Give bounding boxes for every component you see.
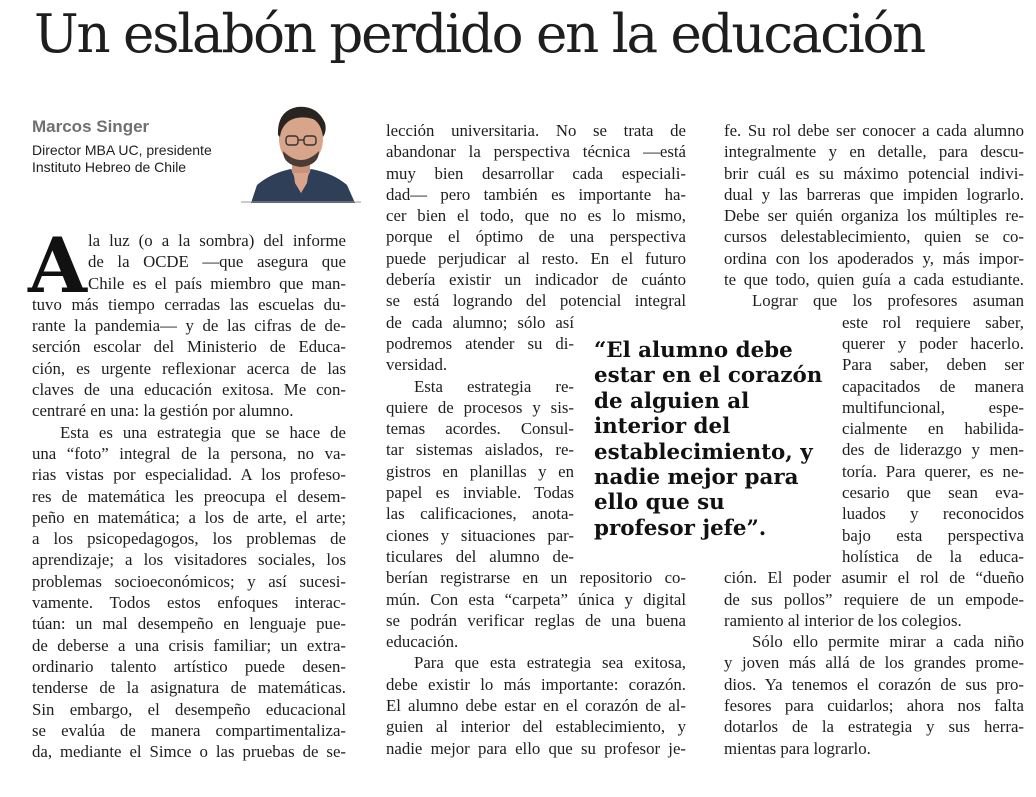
text-line: luados y reconocidos [842, 504, 1024, 524]
author-role [32, 142, 262, 176]
text-line: integralmente y en detalle, para descu- [724, 142, 1024, 162]
text-line: gistros en planillas y en [386, 461, 574, 481]
text-line: se podrán verificar reglas de una buena [386, 610, 686, 630]
text-line: temas acordes. Consul- [386, 419, 574, 439]
pull-quote-line: de alguien al [594, 388, 750, 414]
text-line: Esta es una estrategia que se hace de [60, 422, 346, 442]
text-line: rante la pandemia— y de las cifras de de- [32, 316, 346, 336]
text-line: querer y poder hacerlo. [842, 333, 1024, 353]
text-line: de cada alumno; sólo así [386, 312, 574, 332]
column-2 [386, 120, 686, 312]
text-line: Sólo ello permite mirar a cada niño [752, 632, 1024, 652]
text-line: Chile es el país miembro que man- [88, 273, 346, 293]
pull-quote-line: profesor jefe”. [594, 515, 767, 541]
text-line: podremos atender su di- [386, 333, 574, 353]
text-line: cesario que sean eva- [842, 483, 1024, 503]
text-line: y joven más allá de los grandes prome- [724, 653, 1024, 673]
text-line: una “foto” integral de la persona, no va- [32, 443, 346, 463]
text-line: problemas socioeconómicos; y así sucesi- [32, 571, 346, 591]
column-3-bottom [724, 567, 1024, 759]
text-line: se evalúa de manera compartimentaliza- [32, 720, 346, 740]
text-line: holística de la educa- [842, 546, 1024, 566]
text-line: túan: un mal desempeño en lenguaje pue- [32, 614, 346, 634]
author-role-line: Director MBA UC, presidente [32, 142, 212, 158]
pull-quote-line: “El alumno debe [594, 338, 793, 363]
text-line: te que todo, quien guía a cada estudiante. [724, 270, 1024, 290]
text-line: ramiento al interior de los colegios. [724, 610, 962, 630]
text-line: ciones y situaciones par- [386, 525, 574, 545]
text-line: Esta estrategia re- [414, 376, 574, 396]
text-line: este rol requiere saber, [842, 312, 1024, 332]
text-line: ticulares del alumno de- [386, 546, 574, 566]
text-line: lección universitaria. No se trata de [386, 121, 686, 140]
column-3 [724, 120, 1024, 312]
text-line: Sin embargo, el desempeño educacional [32, 699, 346, 719]
text-line: centraré en una: la gestión por alumno. [32, 401, 294, 421]
text-line: Debe ser quién organiza los múltiples re- [724, 206, 1024, 226]
text-line: educación. [386, 632, 459, 652]
text-line: versidad. [386, 355, 448, 375]
text-line: de la OCDE —que asegura que [88, 252, 346, 272]
column-3-narrow [842, 312, 1024, 568]
text-line: res de matemática les preocupa el desem- [32, 486, 346, 506]
text-line: claves de una educación exitosa. Me con- [32, 380, 346, 400]
text-line: ordinario talento artístico puede desen- [32, 656, 346, 676]
pull-quote [594, 338, 822, 541]
text-line: ordina con los apoderados y, más impor- [724, 248, 1024, 268]
pull-quote-line: ello que su [594, 490, 725, 516]
text-line: debe existir lo más importante: corazón. [386, 674, 686, 694]
column-1-cont [32, 273, 346, 763]
text-line: muy bien desarrollar cada especiali- [386, 163, 686, 183]
column-2-narrow [386, 312, 574, 568]
text-line: se está logrando del potencial integral [386, 291, 686, 311]
text-line: la luz (o a la sombra) del informe [88, 231, 346, 250]
text-line: guien al interior del establecimiento, y [386, 717, 686, 737]
text-line: quiere de procesos y sis- [386, 397, 574, 417]
text-line: de sus pollos” requiere de un empode- [724, 589, 1024, 609]
author-role-line: Instituto Hebreo de Chile [32, 159, 187, 175]
text-line: rias vistas por especialidad. A los profeso- [32, 465, 346, 485]
text-line: da, mediante el Simce o las pruebas de se- [32, 742, 346, 762]
text-line: tuvo más tiempo cerradas las escuelas du- [32, 294, 346, 314]
pull-quote-line: estar en el corazón [594, 363, 823, 389]
text-line: mientas para lograrlo. [724, 738, 871, 758]
text-line: porque el óptimo de una perspectiva [386, 227, 686, 247]
text-line: brir cuál es su máximo potencial indivi- [724, 163, 1024, 183]
text-line: tenderse de la asignatura de matemáticas. [32, 678, 346, 698]
text-line: las calificaciones, anota- [386, 504, 574, 524]
text-line: cialmente en habilida- [842, 419, 1024, 439]
text-line: cer bien el todo, que no es lo mismo, [386, 206, 686, 226]
text-line: ción, es urgente reflexionar acerca de las [32, 358, 346, 378]
pull-quote-line: establecimiento, y [594, 439, 813, 465]
text-line: berían registrarse en un repositorio co- [386, 568, 686, 588]
text-line: dios. Ya tenemos el corazón de sus pro- [724, 674, 1024, 694]
text-line: papel es inviable. Todas [386, 483, 574, 503]
column-2-bottom [386, 567, 686, 759]
text-line: aprendizaje; a los visitadores sociales, los [32, 550, 346, 570]
text-line: toría. Para querer, es ne- [842, 461, 1024, 481]
column-1 [88, 230, 346, 273]
text-line: nadie mejor para ello que su profesor je- [386, 738, 686, 758]
text-line: ción. El poder asumir el rol de “dueño [724, 568, 1024, 588]
text-line: capacitados de manera [842, 376, 1024, 396]
text-line: dad— pero también es importante ha- [386, 184, 686, 204]
author-name: Marcos Singer [32, 117, 150, 136]
text-line: dotarlos de la estrategia y sus herra- [724, 717, 1024, 737]
text-line: peño en matemática; a los de arte, el arte; [32, 507, 346, 527]
text-line: tar sistemas aislados, re- [386, 440, 574, 460]
text-line: El alumno debe estar en el corazón de al- [386, 696, 686, 716]
headline: Un eslabón perdido en la educación [34, 4, 925, 65]
pull-quote-line: interior del [594, 414, 731, 440]
text-line: debería existir un indicador de cuánto [386, 270, 686, 290]
text-line: de deberse a una crisis familiar; un extra- [32, 635, 346, 655]
text-line: a los psicopedagogos, los problemas de [32, 529, 346, 549]
text-line: fe. Su rol debe ser conocer a cada alumno [724, 121, 1024, 140]
text-line: Para saber, deben ser [842, 355, 1024, 375]
author-photo [237, 99, 365, 203]
text-line: Lograr que los profesores asuman [752, 291, 1024, 311]
text-line: vamente. Todos estos enfoques interac- [32, 593, 346, 613]
text-line: multifuncional, espe- [842, 397, 1024, 417]
text-line: fesores para cuidarlos; ahora nos falta [724, 696, 1024, 716]
text-line: bajo esta perspectiva [842, 525, 1024, 545]
text-line: abandonar la perspectiva técnica —está [386, 142, 686, 162]
pull-quote-line: nadie mejor para [594, 465, 799, 491]
text-line: serción escolar del Ministerio de Educa- [32, 337, 346, 357]
text-line: mún. Con esta “carpeta” única y digital [386, 589, 686, 609]
text-line: cursos delestablecimiento, quien se co- [724, 227, 1024, 247]
text-line: des de liderazgo y men- [842, 440, 1024, 460]
text-line: dual y las barreras que impiden lograrlo. [724, 184, 1024, 204]
drop-cap: A [28, 221, 87, 310]
text-line: Para que esta estrategia sea exitosa, [414, 653, 686, 673]
text-line: puede perjudicar al resto. En el futuro [386, 248, 686, 268]
